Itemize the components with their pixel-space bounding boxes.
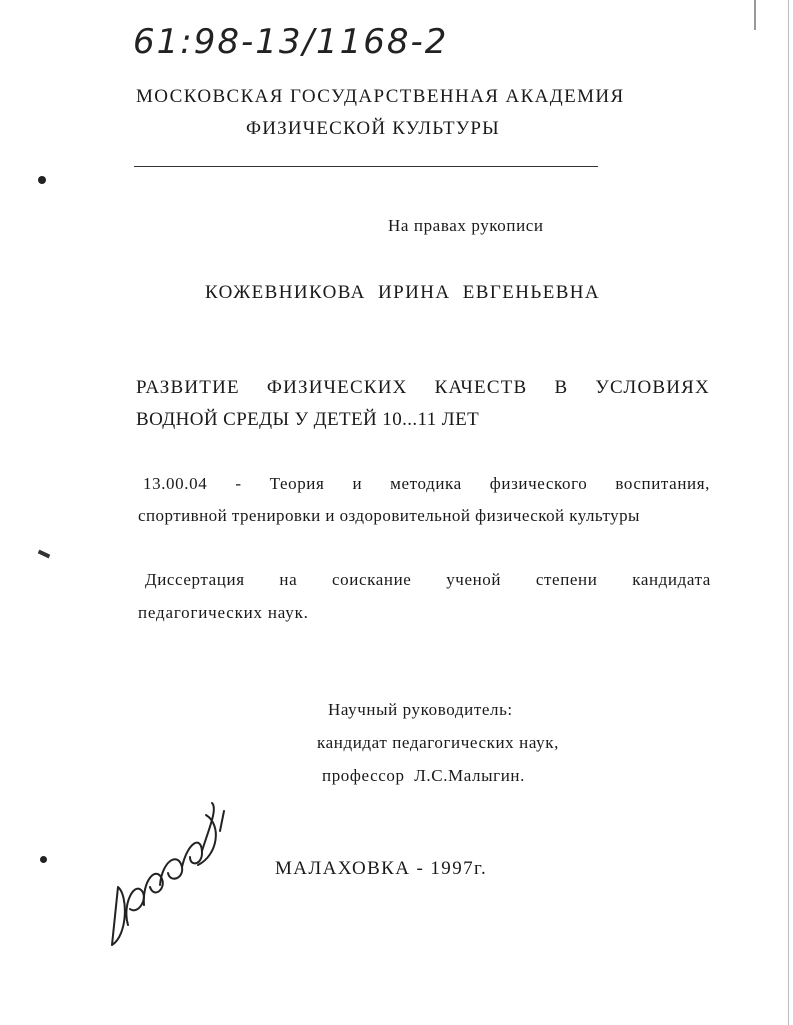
- dissertation-line2: педагогических наук.: [138, 603, 309, 622]
- specialty-line1: [143, 474, 710, 494]
- dissertation-word: соискание: [332, 570, 412, 589]
- institution-name-line2: ФИЗИЧЕСКОЙ КУЛЬТУРЫ: [246, 118, 500, 139]
- specialty-word: физического: [489, 474, 588, 493]
- dissertation-word: степени: [535, 570, 598, 589]
- scan-edge-line: [788, 0, 789, 1025]
- signature-scribble: [98, 795, 238, 955]
- dissertation-line1: [145, 570, 711, 590]
- supervisor-label: Научный руководитель:: [328, 700, 513, 719]
- margin-mark: [38, 550, 51, 559]
- title-word: ФИЗИЧЕСКИХ: [266, 377, 408, 398]
- thesis-title-line2: ВОДНОЙ СРЕДЫ У ДЕТЕЙ 10...11 ЛЕТ: [136, 409, 480, 430]
- margin-mark: [38, 176, 46, 184]
- author-surname: КОЖЕВНИКОВА: [205, 282, 366, 303]
- dissertation-word: на: [279, 570, 298, 589]
- title-word: РАЗВИТИЕ: [136, 377, 240, 398]
- title-word: УСЛОВИЯХ: [595, 377, 710, 398]
- supervisor-name: профессор Л.С.Малыгин.: [322, 766, 525, 785]
- specialty-code: 13.00.04: [143, 474, 208, 493]
- place-and-year: МАЛАХОВКА - 1997г.: [275, 858, 488, 879]
- author-given-name: ИРИНА: [378, 282, 451, 303]
- margin-mark: [40, 856, 47, 863]
- specialty-line2: спортивной тренировки и оздоровительной физической культуры: [138, 506, 640, 525]
- specialty-word: воспитания,: [615, 474, 710, 493]
- header-divider: [134, 166, 598, 167]
- title-word: В: [554, 377, 569, 398]
- archive-code: 61:98-13/1168-2: [133, 22, 449, 62]
- specialty-word: методика: [390, 474, 462, 493]
- scan-edge-line: [754, 0, 756, 30]
- author-patronymic: ЕВГЕНЬЕВНА: [462, 282, 601, 303]
- institution-name-line1: МОСКОВСКАЯ ГОСУДАРСТВЕННАЯ АКАДЕМИЯ: [136, 86, 625, 107]
- specialty-word: Теория: [269, 474, 325, 493]
- thesis-title-line1: [136, 377, 710, 399]
- dissertation-word: Диссертация: [145, 570, 245, 589]
- author-name: [205, 282, 600, 304]
- dissertation-word: кандидата: [632, 570, 711, 589]
- dissertation-word: ученой: [446, 570, 502, 589]
- specialty-word: -: [235, 474, 242, 493]
- title-word: КАЧЕСТВ: [434, 377, 528, 398]
- specialty-word: и: [352, 474, 363, 493]
- rights-note: На правах рукописи: [388, 216, 544, 235]
- supervisor-degree: кандидат педагогических наук,: [317, 733, 559, 752]
